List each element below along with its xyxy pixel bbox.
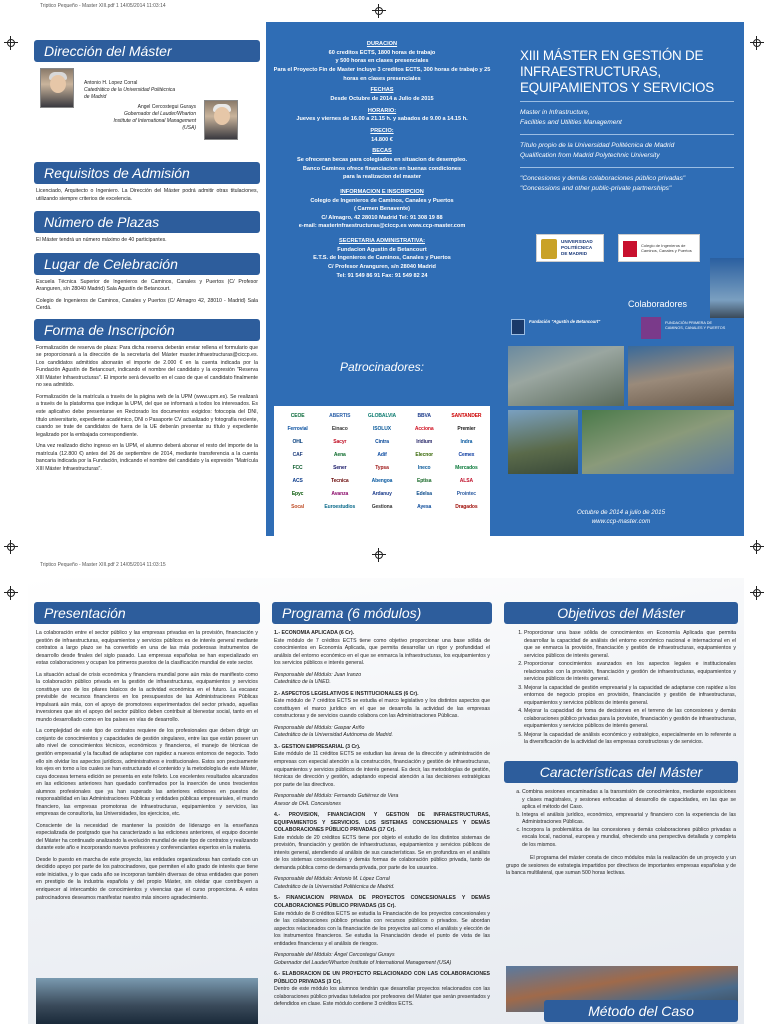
becas-line-3: para la realizacion del master <box>342 174 422 181</box>
presentacion-p4: Consciente de la necesidad de mantener la posición de liderazgo en la enseñanza especializada de postgrado que ha caracterizado a las ediciones anteriores, el equipo docente del Máster ha continuado analizando la evolución mundial de este tipo de contratos y realizando durante este año e incorporando nuevos profesores y conferenciantes expertos en la materia. <box>36 822 258 852</box>
module-3 <box>274 744 490 808</box>
heading-caracteristicas: Características del Máster <box>504 761 738 783</box>
sponsor-logo: FCC <box>292 464 303 471</box>
crop-mark-icon <box>372 4 386 18</box>
list-item: 3. Mejorar la capacidad de gestión empresarial y la capacidad de adaptarse con rapidez a los entornos de negocio propios en provisión, financiación y gestión de infraestructuras, equipamientos y servicios públicos de interés general. <box>524 685 736 708</box>
inscripcion-p1: Formalización de reserva de plaza: Para dicha reserva deberán enviar rellena el formulario que se proporcionará a la dirección de la secretaría del Máster master.infraestructuras@ciccp.es. Los candidatos admitidos abonarán el importe de 2.000 € en la cuenta indicada por la Fundación Agustín de Betancourt, indicando el nombre del candidato y la expresión "Reserva XIII Máster Infraestructuras". El importe será devuelto en el caso de que el candidato finalmente no sea admitido. <box>36 344 258 389</box>
director-2-role: Gobernador del Lauder/Wharton <box>124 111 196 117</box>
sponsor-logo: Indra <box>460 438 473 445</box>
secretaria-heading: SECRETARIA ADMINISTRATIVA: <box>339 238 425 245</box>
module-text: Este módulo de 7 créditos ECTS tiene como objetivo proporcionar una base sólida de conocimientos en Economía Aplicada, que permita desarrollar un rigor y profundidad el análisis del entorno económico en el que se enmarca la infraestructuras, los equipamientos y los servicios públicos e interés general. <box>274 637 490 667</box>
fundacion2-name: FUNDACIÓN PRIMERA DE CAMINOS, CANALES Y PUERTOS <box>665 321 726 330</box>
plazas-text: El Máster tendrá un número máximo de 40 participantes. <box>36 237 167 244</box>
inscripcion-p3: Una vez realizado dicho ingreso en la UPM, el alumno deberá abonar el resto del importe de la matrícula (12.800 €) antes del 26 de septiembre de 2014, mediante transferencia a la cuenta bancaria indicada por la Fundación, indicando el nombre del candidato y la expresión "Matrícula XIII Máster Infraestructuras". <box>36 443 258 472</box>
presentacion-p3: La complejidad de este tipo de contratos requiere de los profesionales que deben dirigir un conjunto de conocimientos y capacidades de gestión singulares, entre las que están poseer un alto nivel de conocimientos técnicos, económicos y financieros, el manejo de técnicas de gestión empresarial y la facultad de adaptarse con rapidez a nuevos entornos de negocio. Todo ello sin olvidar los aspectos jurídicos, administrativos e institucionales. Estos son precisamente los ejes en torno a los cuales se han estructurado el contenido y la metodología de este Máster, cuya doceava ternera edición se presenta en este folleto. Los excelentes resultados alcanzados en las ediciones anteriores han quedado confirmados por la inserción de unos trescientos alumnos profesionales que ya han superado las anteriores ediciones en puestos de responsabilidad en las Administraciones Públicas y entidades públicas empresariales, el mundo financiero, las empresas promotoras de infraestructuras, equipamientos y servicios, las empresas de consultoría, las Universidades, los ejercicios, etc. <box>36 728 258 818</box>
becas-line-2: Banco Caminos ofrece financiacion en buenas condiciones <box>302 165 462 172</box>
upm-line-1: UNIVERSIDAD <box>561 239 593 244</box>
caracteristicas-list <box>506 789 736 849</box>
port-photo <box>628 346 734 406</box>
heading-metodo: Método del Caso <box>544 1000 738 1022</box>
crop-mark-icon <box>750 586 764 600</box>
module-5 <box>274 895 490 967</box>
module-text: Este módulo de 20 créditos ECTS tiene por objeto el estudio de los distintos sistemas de provisión, financiación y gestión de infraestructuras, equipamientos y servicios públicos de interés general, atendiendo al análisis de sus características. Se en profundiza en el análisis de los sistemas concesionales y demás formas de colaboración público privada, tanto de demanda pública como de demanda privada, por parte de los usuarios. <box>274 834 490 871</box>
panel-info <box>266 22 498 536</box>
fundacion-name: Fundación "Agustín de Betancourt" <box>529 319 601 324</box>
director-photo-2 <box>204 100 238 140</box>
list-item: a. Combina sesiones encaminadas a la transmisión de conocimientos, mediante exposiciones y clases magistrales, y sesiones enfocadas al desarrollo de capacidades, en las que se aplica el método del Caso. <box>522 789 736 812</box>
landscape-photo <box>36 978 258 1024</box>
upm-line-2: POLITÉCNICA <box>561 244 593 250</box>
module-2 <box>274 691 490 740</box>
module-responsible-role: Gobernador del Lauder/Wharton Institute of International Management (USA) <box>274 959 452 966</box>
inscripcion-info-heading: INFORMACION E INSCRIPCION <box>340 188 424 195</box>
director-2-role3: (USA) <box>182 125 196 131</box>
sponsor-logo: ACS <box>292 477 303 484</box>
sponsor-logo: Eptisa <box>416 477 432 484</box>
module-responsible-role: Catedrático de la Universidad Politécnica de Madrid. <box>274 883 395 890</box>
becas-heading: BECAS <box>372 148 392 155</box>
module-text: Dentro de este módulo los alumnos tendrán que desarrollar proyectos relacionados con las colaboraciones público privadas tutelados por profesores del Máster que serán presentados y defendidos en clase. Este módulo contiene 3 créditos ECTS. <box>274 986 490 1008</box>
colegio-name: Colegio de Ingenieros de Caminos, Canales y Puertos <box>641 243 692 254</box>
secret-line-1: Fundacion Agustin de Betancourt <box>337 246 427 253</box>
fundacion-logo <box>508 314 630 340</box>
programa-modules <box>266 630 498 1009</box>
director-1-role2: de Madrid <box>84 94 107 100</box>
cover-titulo-line-2: Qualification from Madrid Polytechnic University <box>520 152 660 160</box>
hospital-photo <box>582 410 734 474</box>
upm-line-3: DE MADRID <box>561 250 588 256</box>
brochure-outer-sheet <box>28 22 744 536</box>
sponsor-logo: Adif <box>377 451 387 458</box>
cover-dates <box>498 509 744 526</box>
crop-mark-icon <box>4 36 18 50</box>
sponsor-logo: ISOLUX <box>372 425 391 432</box>
bridge-photo <box>710 258 744 318</box>
heading-lugar: Lugar de Celebración <box>34 253 260 275</box>
heading-requisitos: Requisitos de Admisión <box>34 162 260 184</box>
horario-text: Jueves y viernes de 16.00 a 21.15 h. y sabados de 9.00 a 14.15 h. <box>296 116 468 123</box>
sponsor-logo: Aena <box>333 451 346 458</box>
sponsor-logo: Prointec <box>456 490 476 497</box>
sponsor-logo: Socal <box>291 503 305 510</box>
cover-subtitle-en <box>498 108 744 128</box>
fechas-heading: FECHAS <box>370 87 394 94</box>
cover-quote <box>498 174 744 194</box>
panel-direccion <box>28 22 266 536</box>
duracion-line-3: Para el Proyecto Fin de Master incluye 3 creditos ECTS, 300 horas de trabajo y 25 horas en clases presenciales <box>273 66 491 82</box>
director-1-name: Antonio H. Lopez Corral <box>84 80 138 86</box>
sponsor-logo: Einaco <box>331 425 348 432</box>
becas-line-1: Se ofreceran becas para colegiados en situacion de desempleo. <box>296 156 468 163</box>
fechas-text: Desde Octubre de 2014 a Julio de 2015 <box>330 95 434 102</box>
module-text: Este módulo de 8 créditos ECTS se estudia la Financiación de los proyectos concesionales y de las colaboraciones público privadas con recursos públicos o privados. Se abordan aspectos relacionados con la financiación de los proyectos así como el análisis y elección de los instrumentos financieros. Se estudia la Financiación desde el punto de vista de las entidades financieras y el análisis de riesgos. <box>274 910 490 947</box>
cover-quote-es: "Concesiones y demás colaboraciones público privadas" <box>520 175 686 182</box>
director-1 <box>84 80 175 101</box>
presentacion-p5: Desde lo puesto en marcha de este proyecto, las entidades organizadoras han contado con un decidido apoyo por parte de los patrocinadores, que permiten el alto grado de interés que tiene este iniciativa, y lo que cada año se incorporan también diversas de otras entidades que ponen en prestigio de la industria española y del propio Máster, sin olvidar que contribuyen a enriquecer al intercambio de conocimientos y vivencias que el curso proporciona. A estos patrocinadores deseamos manifestar nuestro más sincero agradecimiento. <box>36 856 258 901</box>
cover-title-line-1: XIII MÁSTER EN GESTIÓN DE <box>520 48 704 63</box>
cover-date-range: Octubre de 2014 a julio de 2015 <box>576 509 666 516</box>
heading-programa: Programa (6 módulos) <box>272 602 492 624</box>
sponsor-logo: Epyc <box>291 490 304 497</box>
caracteristicas-text <box>498 789 744 878</box>
sponsor-logo: Abengoa <box>371 477 393 484</box>
list-item: 4. Mejorar la capacidad de toma de decisiones en el terreno de las concesiones y demás colaboraciones público privadas para la provisión, financiación y gestión de infraestructuras, equipamientos y servicios públicos de interés general. <box>524 708 736 731</box>
inscr-line-1: Colegio de Ingenieros de Caminos, Canales y Puertos <box>310 197 454 204</box>
secret-line-2: E.T.S. de Ingenieros de Caminos, Canales y Puertos <box>313 255 451 262</box>
presentacion-text <box>28 630 266 902</box>
sponsor-logo: Typsa <box>375 464 389 471</box>
sponsor-logo: BBVA <box>417 412 431 419</box>
precio-heading: PRECIO: <box>370 127 394 134</box>
sponsor-logos <box>274 406 490 536</box>
list-item: 5. Mejorar la capacidad de análisis económico y estratégico, especialmente en lo referente a la diversificación de la actividad de las empresas constructoras y de servicios. <box>524 732 736 747</box>
sponsor-logo: OHL <box>292 438 303 445</box>
module-1 <box>274 630 490 687</box>
crop-mark-icon <box>750 36 764 50</box>
lugar-text <box>28 279 266 313</box>
colegio-logo <box>618 234 700 262</box>
sponsor-logo: Edelsa <box>416 490 432 497</box>
sponsor-logo: GLOBALVIA <box>367 412 397 419</box>
sponsor-logo: Ayesa <box>417 503 432 510</box>
module-6 <box>274 971 490 1009</box>
sponsor-logo: SANTANDER <box>451 412 482 419</box>
heading-presentacion: Presentación <box>34 602 260 624</box>
requisitos-text: Licenciado, Arquitecto o Ingeniero. La Dirección del Máster podrá admitir otras titulaciones, utilizando siempre criterios de excelencia. <box>36 188 258 202</box>
module-4 <box>274 812 490 891</box>
module-responsible-role: Catedrático de la UNED. <box>274 679 331 686</box>
sponsor-logo: ABERTIS <box>329 412 351 419</box>
panel-objetivos <box>498 578 744 1024</box>
list-item: 2. Proporcionar conocimientos avanzados en los aspectos legales e institucionales relacionados con la provisión, financiación y gestión de infraestructuras, equipamientos y servicios públicos de interés general. <box>524 661 736 684</box>
objetivos-list <box>506 630 736 747</box>
module-title: 1.- ECONOMIA APLICADA (6 Cr). <box>274 630 355 636</box>
module-title: 2.- ASPECTOS LEGISLATIVOS E INSTITUCIONALES (6 Cr). <box>274 690 419 697</box>
sponsor-logo: Iridium <box>416 438 433 445</box>
sponsor-logo: Sacyr <box>333 438 347 445</box>
dam-photo <box>508 410 578 474</box>
module-title: 6.- ELABORACION DE UN PROYECTO RELACIONADO CON LAS COLABORACIONES PÚBLICO PRIVADAS (3 Cr). <box>274 971 490 985</box>
module-text: Este módulo de 7 créditos ECTS se estudia el marco legislativo y los distintos aspectos que constituyen el marco jurídico en el que se desarrolla la actividad de las empresas constructoras y de servicios cuando colabora con las Administraciones Públicas. <box>274 698 490 720</box>
cover-website[interactable]: www.ccp-master.com <box>591 517 651 525</box>
director-1-role: Catedrático de la Universidad Politécnica <box>84 87 176 93</box>
sponsor-logo: Acciona <box>414 425 434 432</box>
director-2-name: Angel Cercostegui Gurays <box>137 104 196 110</box>
info-block <box>266 40 498 280</box>
cover-subtitle-line-2: Facilities and Utilities Management <box>520 119 622 127</box>
inscr-line-3: C/ Almagro, 42 28010 Madrid Tel: 91 308 19 88 <box>321 214 443 221</box>
airport-photo <box>508 346 624 406</box>
panel-presentacion <box>28 578 266 1024</box>
list-item: 1. Proporcionar una base sólida de conocimientos en Economía Aplicada que permita desarrollar la capacidad de análisis del entorno económico nacional e internacional en el que se enmarca la provisión, financiación y gestión de infraestructuras, equipamientos y servicios públicos de interés general. <box>524 630 736 660</box>
sponsor-logo: Mercados <box>455 464 478 471</box>
print-header-bottom: Triptico Pequeño - Master XIII.pdf 2 14/05/2014 11:03:15 <box>40 562 166 568</box>
director-2-role2: Institute of International Management <box>113 118 196 124</box>
divider <box>520 101 734 102</box>
panel-cover <box>498 22 744 536</box>
director-photo-1 <box>40 68 74 108</box>
lugar-p1: Escuela Técnica Superior de Ingenieros de Caminos, Canales y Puertos (C/ Profesor Aranguren, s/n 28040 Madrid) Sala Agustín de Betancourt. <box>36 278 258 293</box>
directors <box>34 66 260 156</box>
cover-title-line-2: INFRAESTRUCTURAS, <box>520 63 661 79</box>
list-item: b. Integra el análisis jurídico, económico, empresarial y financiero con la experiencia de las Administraciones Públicas. <box>522 812 736 827</box>
panel-programa <box>266 578 498 1024</box>
module-title: 3.- GESTION EMPRESARIAL (3 Cr). <box>274 743 361 750</box>
sponsor-logo: Sener <box>333 464 347 471</box>
inscripcion-p2: Formalización de la matrícula a través de la página web de la UPM (www.upm.es). Se realizará a través de la plataforma que indique la UPM, del que se informará a todos los interesados. Es este aplicativo debe presentarse en Rectorado los documentos exigidos: fotocopia del DNI, título universitario, expediente académico, DNI o Pasaporte CV actualizado y fotografía reciente, cuando se trate de candidatos de fuera de la UE deberán presentar su título y expediente legalizado por la embajada correspondiente. <box>36 393 258 438</box>
heading-direccion: Dirección del Máster <box>34 40 260 62</box>
brochure-inner-sheet <box>28 578 744 1024</box>
director-2 <box>104 104 196 132</box>
sponsor-logo: CEOE <box>290 412 305 419</box>
inscripcion-text <box>28 345 266 474</box>
caracteristicas-note: El programa del máster consta de cinco módulos más la realización de un proyecto y un grupo de sesiones de estrategia impartidos por directivos de importantes empresas españolas y de la banca multilateral, que suman 500 horas lectivas. <box>506 855 736 877</box>
lugar-p2: Colegio de Ingenieros de Caminos, Canales y Puertos (C/ Almagro 42, 28010 - Madrid) Sala Cerdá. <box>36 297 258 312</box>
sponsor-logo: Avanza <box>331 490 349 497</box>
sponsor-logo: ALSA <box>459 477 473 484</box>
sponsor-logo: Elecnor <box>415 451 434 458</box>
divider <box>520 167 734 168</box>
presentacion-p1: La colaboración entre el sector público y las empresas privadas en la provisión, financiación y gestión de infraestructuras, equipamientos y servicios públicos es de interés general mediante contratos a largo plazo se ha convertido en una de las más poderosas instrumentos de desarrollo desde finales del siglo pasado. Las empresas españolas se han especializado en estas colaboraciones y ocupan los primeros puestos de la clasificación mundial de este sector. <box>36 630 258 667</box>
sponsor-logo: Ferrovial <box>287 425 308 432</box>
heading-inscripcion: Forma de Inscripción <box>34 319 260 341</box>
sponsor-logo: Euroestudios <box>324 503 356 510</box>
patrocinadores-title: Patrocinadores: <box>339 360 425 374</box>
sponsor-logo: Gestiona <box>371 503 393 510</box>
presentacion-p2: La situación actual de crisis económica y financiera mundial pone aún más de manifiesto como la colaboración público privada en la gestión de infraestructuras, equipamientos y servicios constituye uno de los pilares básicos de la actividad económica en el futuro. La escasez previsible de recursos financieros en los presupuestos de las Administraciones Públicas impulsará aún más, con el apoyo de promotores experimentados del sector privado, aquellas inversiones que sin el apoyo del sector público deben contribuir al bienestar social, tanto en el mundo desarrollado como en los países en vías de desarrollo. <box>36 671 258 723</box>
module-title: 4.- PROVISION, FINANCIACION Y GESTION DE INFRAESTRUCTURAS, EQUIPAMIENTOS Y SERVICIOS. LOS SISTEMAS CONCESIONALES Y DEMÁS COLABORACIONES PÚBLICO PRIVADAS (17 Cr). <box>274 812 490 834</box>
sponsor-logo: Cemex <box>458 451 475 458</box>
horario-heading: HORARIO: <box>367 107 397 114</box>
cover-subtitle-line-1: Master in Infrastructure, <box>520 109 590 117</box>
module-responsible-role: Asesor de OHL Concesiones <box>274 800 341 807</box>
heading-objetivos: Objetivos del Máster <box>504 602 738 624</box>
print-header-top: Triptico Pequeño - Master XIII.pdf 1 14/05/2014 11:03:14 <box>40 3 166 9</box>
cover-quote-en: "Concessions and other public-private partnerships" <box>520 184 672 192</box>
colegio-crest-icon <box>623 241 637 257</box>
cover-titulo <box>498 141 744 161</box>
sponsor-logo: CAF <box>292 451 303 458</box>
cover-title-line-3: EQUIPAMIENTOS Y SERVICIOS <box>520 79 714 95</box>
heading-plazas: Número de Plazas <box>34 211 260 233</box>
module-responsible: Responsable del Módulo: Ángel Cercostegui Gurays <box>274 952 395 959</box>
duracion-heading: DURACION <box>366 41 398 47</box>
sponsor-logo: Premier <box>457 425 476 432</box>
objetivos-text <box>498 630 744 747</box>
crop-mark-icon <box>372 548 386 562</box>
sponsor-logo: Cintra <box>375 438 389 445</box>
module-responsible: Responsable del Módulo: Fernando Gutiérrez de Vera <box>274 793 399 800</box>
upm-crest-icon <box>541 239 557 259</box>
inscr-line-2: ( Carmen Benavente) <box>354 206 410 213</box>
module-responsible: Responsable del Módulo: Antonio M. López Corral <box>274 876 390 883</box>
colaboradores-label: Colaboradores <box>628 299 688 309</box>
crop-mark-icon <box>750 540 764 554</box>
module-title: 5.- FINANCIACION PRIVADA DE PROYECTOS CONCESIONALES Y DEMÁS COLABORACIONES PÚBLICO PRIVADAS (15 Cr). <box>274 895 490 909</box>
module-responsible: Responsable del Módulo: Gaspar Ariño <box>274 724 365 731</box>
module-responsible: Responsable del Módulo: Juan Iranzo <box>274 671 362 678</box>
precio-text: 14.800 € <box>371 136 393 143</box>
secret-line-3: C/ Profesor Aranguren, s/n 28040 Madrid <box>328 264 436 271</box>
divider <box>520 134 734 135</box>
duracion-line-1: 60 creditos ECTS, 1800 horas de trabajo <box>328 49 436 56</box>
upm-logo <box>536 234 604 262</box>
list-item: c. Incorpora la problemática de las concesiones y demás colaboraciones público privadas a escala local, nacional, europea y mundial, ofreciendo una perspectiva detallada y completa de los mismos. <box>522 827 736 850</box>
module-responsible-role: Catedrático de la Universidad Autónoma de Madrid. <box>274 732 393 739</box>
crop-mark-icon <box>4 586 18 600</box>
fundacion2-crest-icon <box>641 317 661 339</box>
crop-mark-icon <box>4 540 18 554</box>
inscr-email[interactable]: e-mail: masterinfraestructuras@ciccp.es www.ccp-master.com <box>298 223 466 230</box>
module-text: Este módulo de 11 créditos ECTS se estudian las áreas de la dirección y administración de empresas con especial atención a la construcción, financiación y gestión de infraestructuras, equipamientos y servicios públicos de interés general. Es decir, las metodologías de gestión, técnicas de dirección y gestión, adaptando especial atención a las decisiones estratégicas por parte de las directivos. <box>274 751 490 788</box>
fundacion-crest-icon <box>511 319 525 335</box>
sponsor-logo: Dragados <box>455 503 478 510</box>
cover-title <box>498 22 744 95</box>
sponsor-logo: Tecnica <box>331 477 349 484</box>
sponsor-logo: Ardanuy <box>372 490 392 497</box>
secret-line-4: Tel: 91 549 86 91 Fax: 91 549 82 24 <box>336 272 428 279</box>
duracion-line-2: y 500 horas en clases presenciales <box>335 58 429 65</box>
sponsor-logo: Inecо <box>417 464 431 471</box>
cover-titulo-line-1: Título propio de la Universidad Politécnica de Madrid <box>520 142 675 150</box>
